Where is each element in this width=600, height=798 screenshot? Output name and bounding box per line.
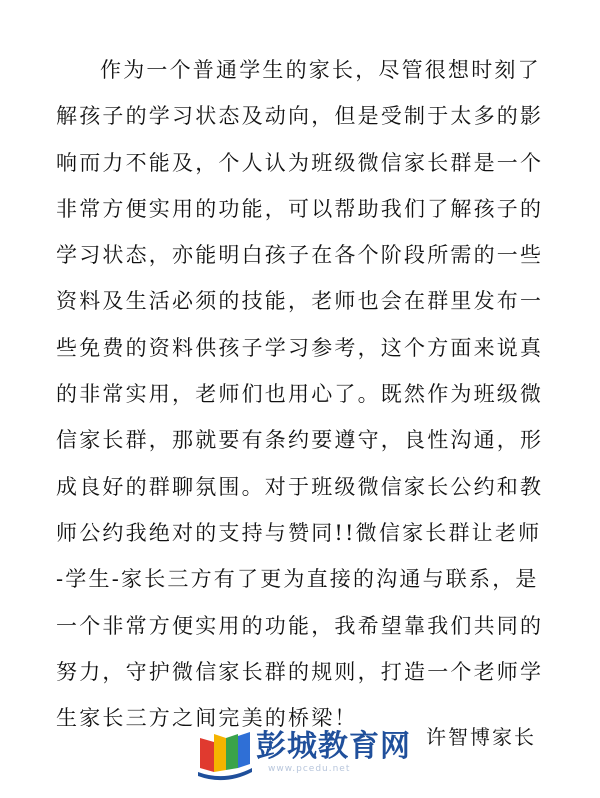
watermark-subtext: www.pcedu.net <box>268 764 351 774</box>
letter-line: 响而力不能及，个人认为班级微信家长群是一个 <box>56 150 544 175</box>
letter-line: 成良好的群聊氛围。对于班级微信家长公约和教 <box>56 474 544 499</box>
letter-line: 师公约我绝对的支持与赞同!!微信家长群让老师 <box>56 520 542 545</box>
letter-line: 信家长群，那就要有条约要遵守，良性沟通，形 <box>56 428 544 453</box>
letter-line: 努力，守护微信家长群的规则，打造一个老师学 <box>56 659 544 684</box>
letter-line: 非常方便实用的功能，可以帮助我们了解孩子的 <box>56 196 544 221</box>
letter-line: 生家长三方之间完美的桥梁！ <box>56 706 358 731</box>
colorful-books-icon <box>196 726 254 782</box>
letter-line: 一个非常方便实用的功能，我希望靠我们共同的 <box>56 613 544 638</box>
letter-line: -学生-家长三方有了更为直接的沟通与联系，是 <box>56 567 539 592</box>
letter-line: 解孩子的学习状态及动向，但是受制于太多的影 <box>56 104 544 129</box>
watermark-logo <box>196 726 426 782</box>
signature: 许智博家长 <box>426 725 536 749</box>
letter-line: 些免费的资料供孩子学习参考，这个方面来说真 <box>56 335 544 360</box>
letter-line: 资料及生活必须的技能，老师也会在群里发布一 <box>56 289 544 314</box>
letter-line: 的非常实用，老师们也用心了。既然作为班级微 <box>56 382 544 407</box>
watermark-text: 彭城教育网 <box>256 729 411 764</box>
letter-line: 作为一个普通学生的家长，尽管很想时刻了 <box>100 58 541 82</box>
letter-line: 学习状态，亦能明白孩子在各个阶段所需的一些 <box>56 243 544 268</box>
letter-body <box>56 47 556 741</box>
